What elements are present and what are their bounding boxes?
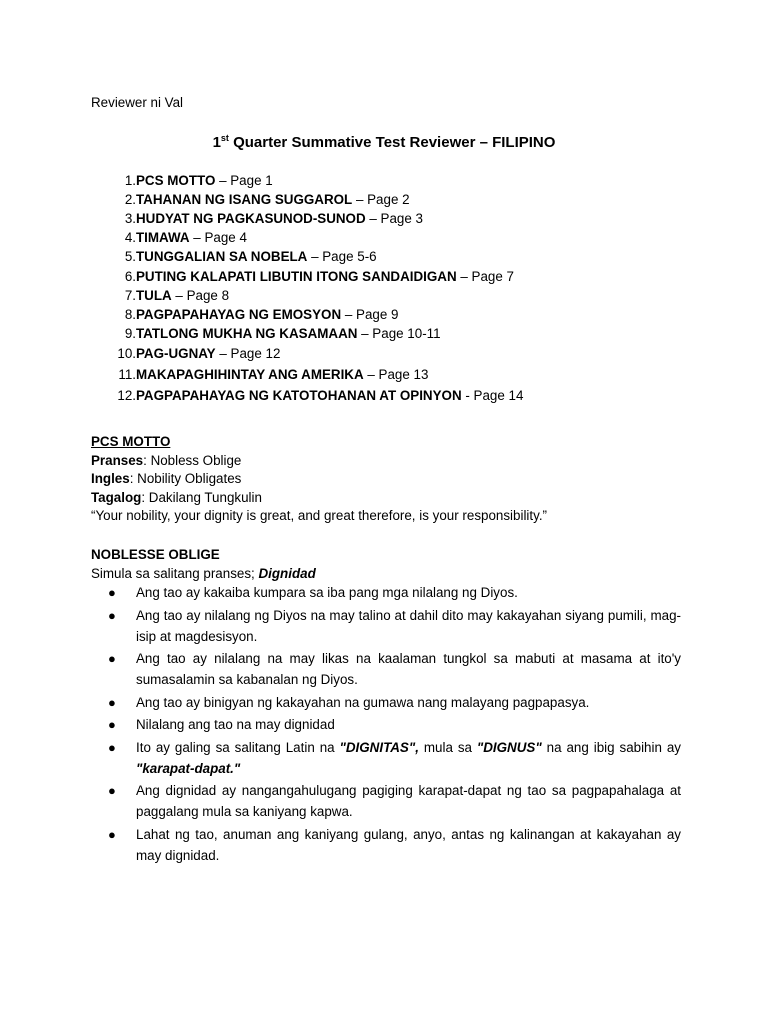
toc-title: PUTING KALAPATI LIBUTIN ITONG SANDAIDIGAN	[136, 268, 457, 284]
toc-page: – Page 8	[171, 288, 230, 304]
toc-number: 5.	[124, 248, 136, 264]
pcs-motto-section	[91, 433, 681, 526]
noblesse-section	[91, 546, 681, 583]
bullet-icon: ●	[108, 739, 116, 755]
toc-title: PCS MOTTO	[136, 173, 216, 189]
bullet-icon: ●	[108, 694, 116, 710]
toc-number: 4.	[124, 229, 136, 245]
list-item: ● Ang tao ay nilalang na may likas na kaalaman tungkol sa mabuti at masama at ito'y sumasalamin sa kabanalan ng Diyos.	[91, 648, 681, 690]
author-line: Reviewer ni Val	[91, 95, 184, 110]
toc-title: PAGPAPAHAYAG NG EMOSYON	[136, 307, 342, 323]
toc-title: HUDYAT NG PAGKASUNOD-SUNOD	[136, 210, 366, 226]
toc-item	[91, 386, 731, 407]
toc-number: 6.	[124, 268, 136, 284]
tagalog-line: Tagalog: Dakilang Tungkulin	[91, 489, 262, 505]
title-ordinal: 1	[212, 134, 221, 151]
section-heading: PCS MOTTO	[91, 434, 171, 449]
toc-number: 7.	[124, 288, 136, 304]
list-item: ● Nilalang ang tao na may dignidad	[91, 714, 681, 735]
toc-page: – Page 1	[215, 173, 273, 189]
toc-page: – Page 4	[189, 229, 247, 245]
toc-item	[91, 248, 731, 267]
table-of-contents	[91, 172, 731, 406]
ingles-line: Ingles: Nobility Obligates	[91, 471, 242, 486]
noblesse-intro: Simula sa salitang pranses; Dignidad	[91, 565, 316, 581]
toc-page: – Page 10-11	[357, 326, 441, 342]
list-item: ● Ang dignidad ay nangangahulugang pagiging karapat-dapat ng tao sa pagpapahalaga at paggalang mula sa kaniyang kapwa.	[91, 780, 681, 822]
toc-title: PAG-UGNAY	[136, 346, 216, 362]
bullet-icon: ●	[108, 783, 116, 798]
toc-item	[91, 229, 731, 248]
toc-item	[91, 172, 731, 191]
toc-title: PAGPAPAHAYAG NG KATOTOHANAN AT OPINYON	[136, 387, 462, 403]
toc-number: 9.	[124, 326, 136, 342]
toc-number: 2.	[124, 192, 136, 208]
toc-page: – Page 12	[215, 346, 281, 362]
title-text: Quarter Summative Test Reviewer – FILIPINO	[228, 134, 556, 151]
bullet-icon: ●	[108, 585, 116, 600]
title-ordinal-suffix: st	[220, 133, 229, 143]
section-heading: NOBLESSE OBLIGE	[91, 547, 220, 562]
toc-number: 12.	[117, 387, 136, 403]
list-item: ● Ang tao ay nilalang ng Diyos na may talino at dahil dito may kakayahan siyang pumili, mag-isip at magdesisyon.	[91, 605, 681, 647]
bullet-icon: ●	[108, 651, 116, 666]
pranses-line: Pranses: Nobless Oblige	[91, 452, 242, 468]
bullet-icon: ●	[108, 717, 116, 732]
toc-page: – Page 7	[456, 268, 514, 284]
list-item: ● Ang tao ay kakaiba kumpara sa iba pang mga nilalang ng Diyos.	[91, 582, 681, 603]
toc-title: MAKAPAGHIHINTAY ANG AMERIKA	[136, 366, 364, 382]
list-item: ● Ito ay galing sa salitang Latin na "DIGNITAS", mula sa "DIGNUS" na ang ibig sabihin ay "karapat-dapat."	[91, 737, 681, 779]
toc-page: – Page 5-6	[307, 248, 377, 264]
toc-title: TUNGGALIAN SA NOBELA	[136, 248, 308, 264]
toc-title: TULA	[136, 288, 172, 304]
toc-number: 8.	[124, 307, 136, 323]
toc-item	[91, 365, 731, 386]
toc-item	[91, 210, 731, 229]
toc-title: TIMAWA	[136, 229, 190, 245]
toc-page: – Page 13	[363, 366, 429, 382]
bullet-icon: ●	[108, 607, 116, 623]
toc-number: 1.	[124, 173, 136, 189]
toc-page: - Page 14	[461, 387, 524, 403]
toc-item	[91, 266, 731, 287]
bullet-icon: ●	[108, 826, 116, 842]
toc-title: TATLONG MUKHA NG KASAMAAN	[136, 326, 358, 342]
toc-item	[91, 287, 731, 306]
page-title	[0, 133, 768, 153]
toc-item	[91, 191, 731, 210]
toc-number: 10.	[117, 346, 136, 362]
toc-page: – Page 2	[352, 192, 410, 208]
toc-item	[91, 306, 731, 325]
toc-item	[91, 344, 731, 365]
list-item: ● Lahat ng tao, anuman ang kaniyang gulang, anyo, antas ng kalinangan at kakayahan ay may dignidad.	[91, 824, 681, 866]
list-item: ● Ang tao ay binigyan ng kakayahan na gumawa nang malayang pagpapasya.	[91, 692, 681, 713]
noblesse-bullet-list	[91, 582, 681, 866]
motto-quote: “Your nobility, your dignity is great, and great therefore, is your responsibility.”	[91, 508, 547, 523]
toc-page: – Page 9	[341, 307, 399, 323]
toc-title: TAHANAN NG ISANG SUGGAROL	[136, 192, 353, 208]
toc-number: 11.	[118, 366, 136, 382]
toc-number: 3.	[124, 210, 136, 226]
toc-item	[91, 325, 731, 344]
toc-page: – Page 3	[365, 210, 423, 226]
